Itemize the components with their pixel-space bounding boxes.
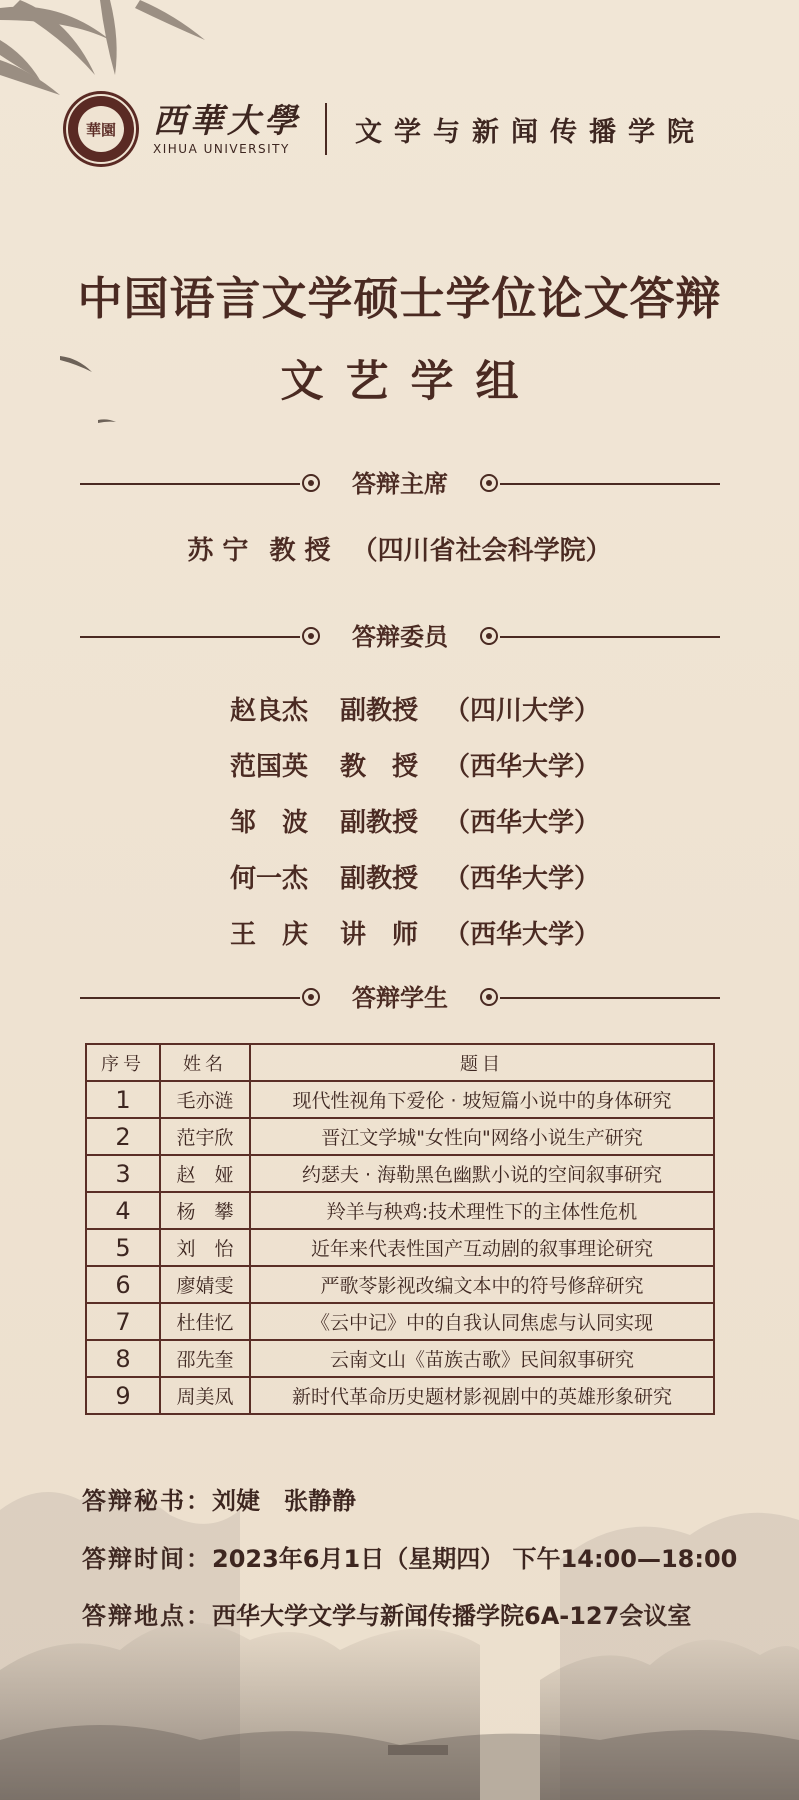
main-title: 中国语言文学硕士学位论文答辩 (77, 272, 722, 325)
university-name-en: XIHUA UNIVERSITY (153, 142, 290, 156)
section-header-chair (80, 469, 720, 499)
row-number: 9 (86, 1377, 160, 1414)
header (63, 88, 743, 170)
committee-member (230, 848, 650, 904)
section-header-students (80, 983, 720, 1013)
member-org: （西华大学） (444, 919, 601, 950)
time-label: 答辩时间： (82, 1545, 212, 1573)
committee-member (230, 680, 650, 736)
student-name: 杨 攀 (160, 1192, 250, 1229)
place-label: 答辩地点： (82, 1602, 212, 1630)
student-name: 赵 娅 (160, 1155, 250, 1192)
committee-member (230, 792, 650, 848)
secretary-label: 答辩秘书： (82, 1487, 212, 1515)
committee-member (230, 736, 650, 792)
section-label: 答辩主席 (352, 470, 448, 498)
chair-name: 苏 宁 (187, 536, 249, 566)
chair-entry (0, 530, 799, 567)
student-name: 范宇欣 (160, 1118, 250, 1155)
student-name: 毛亦涟 (160, 1081, 250, 1118)
member-org: （西华大学） (444, 807, 601, 838)
member-org: （西华大学） (444, 863, 601, 894)
section-label: 答辩委员 (352, 623, 448, 651)
member-rank: 副教授 (340, 807, 419, 838)
thesis-title: 羚羊与秧鸡:技术理性下的主体性危机 (250, 1192, 714, 1229)
chair-rank: 教 授 (269, 536, 331, 566)
subtitle-group: 文艺学组 (280, 357, 541, 407)
member-org: （西华大学） (444, 751, 601, 782)
thesis-title: 新时代革命历史题材影视剧中的英雄形象研究 (250, 1377, 714, 1414)
time-value: 2023年6月1日（星期四） 下午14:00—18:00 (212, 1545, 738, 1573)
university-name (153, 102, 301, 156)
college-name: 文学与新闻传播学院 (355, 116, 706, 148)
student-name: 刘 怡 (160, 1229, 250, 1266)
university-seal-logo (63, 91, 139, 167)
member-name: 邹 波 (230, 807, 309, 838)
row-number: 4 (86, 1192, 160, 1229)
member-name: 何一杰 (230, 863, 309, 894)
university-name-cn: 西華大學 (153, 101, 301, 140)
thesis-title: 云南文山《苗族古歌》民间叙事研究 (250, 1340, 714, 1377)
place-value: 西华大学文学与新闻传播学院6A-127会议室 (212, 1602, 692, 1630)
student-name: 周美凤 (160, 1377, 250, 1414)
table-row (86, 1340, 714, 1377)
row-number: 7 (86, 1303, 160, 1340)
column-header: 序号 (86, 1044, 160, 1081)
student-name: 廖婧雯 (160, 1266, 250, 1303)
place-line (82, 1596, 691, 1631)
committee-list (230, 680, 650, 960)
committee-member (230, 904, 650, 960)
seal-text: 華園 (78, 106, 124, 152)
chair-org: （四川省社会科学院） (351, 536, 612, 566)
row-number: 5 (86, 1229, 160, 1266)
member-name: 赵良杰 (230, 695, 309, 726)
table-row (86, 1192, 714, 1229)
member-name: 王 庆 (230, 919, 309, 950)
column-header: 题目 (250, 1044, 714, 1081)
thesis-title: 约瑟夫 · 海勒黑色幽默小说的空间叙事研究 (250, 1155, 714, 1192)
table-header-row (86, 1044, 714, 1081)
time-line (82, 1539, 737, 1574)
row-number: 3 (86, 1155, 160, 1192)
section-header-committee (80, 622, 720, 652)
thesis-title: 《云中记》中的自我认同焦虑与认同实现 (250, 1303, 714, 1340)
secretary-value: 刘婕 张静静 (212, 1487, 356, 1515)
column-header: 姓名 (160, 1044, 250, 1081)
header-divider (325, 103, 327, 155)
row-number: 2 (86, 1118, 160, 1155)
table-row (86, 1118, 714, 1155)
row-number: 8 (86, 1340, 160, 1377)
member-rank: 副教授 (340, 863, 419, 894)
student-name: 邵先奎 (160, 1340, 250, 1377)
member-rank: 副教授 (340, 695, 419, 726)
table-row (86, 1377, 714, 1414)
member-name: 范国英 (230, 751, 309, 782)
thesis-title: 晋江文学城"女性向"网络小说生产研究 (250, 1118, 714, 1155)
table-row (86, 1155, 714, 1192)
table-row (86, 1229, 714, 1266)
table-row (86, 1303, 714, 1340)
member-rank: 讲 师 (340, 919, 419, 950)
member-rank: 教 授 (340, 751, 419, 782)
thesis-title: 现代性视角下爱伦 · 坡短篇小说中的身体研究 (250, 1081, 714, 1118)
member-org: （四川大学） (444, 695, 601, 726)
thesis-title: 严歌苓影视改编文本中的符号修辞研究 (250, 1266, 714, 1303)
bird-decoration (98, 418, 116, 426)
row-number: 1 (86, 1081, 160, 1118)
student-name: 杜佳忆 (160, 1303, 250, 1340)
row-number: 6 (86, 1266, 160, 1303)
students-table (85, 1043, 715, 1415)
secretary-line (82, 1481, 356, 1516)
section-label: 答辩学生 (352, 984, 448, 1012)
table-row (86, 1081, 714, 1118)
table-row (86, 1266, 714, 1303)
thesis-title: 近年来代表性国产互动剧的叙事理论研究 (250, 1229, 714, 1266)
